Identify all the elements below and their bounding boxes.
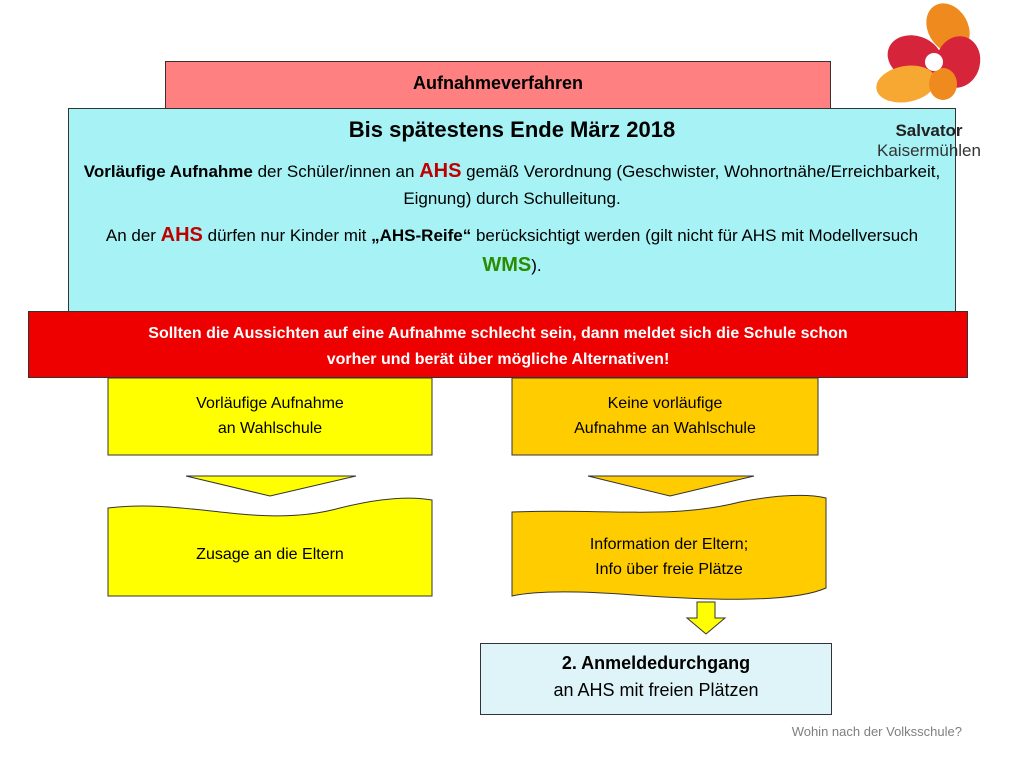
warning-line-1: Sollten die Aussichten auf eine Aufnahme schlecht sein, dann meldet sich die Schule schon [148, 325, 848, 342]
right-document-label: Information der Eltern; Info über freie Plätze [589, 536, 749, 578]
left-document-label: Zusage an die Eltern [196, 546, 344, 563]
info-paragraph-1: Vorläufige Aufnahme der Schüler/innen an AHS gemäß Verordnung (Geschwister, Wohnortnähe/Erreichbarkeit, Eignung) durch Schulleitung. [83, 160, 941, 208]
info-paragraph-2: An der AHS dürfen nur Kinder mit „AHS-Reife“ berücksichtigt werden (gilt nicht für AHS mit Modellversuch WMS). [105, 223, 919, 276]
right-arrow-shape [588, 476, 754, 496]
footer-text: Wohin nach der Volksschule? [791, 724, 962, 739]
left-arrow-shape [186, 476, 356, 496]
second-round-subtitle: an AHS mit freien Plätzen [553, 680, 759, 700]
salvator-logo-icon [873, 0, 986, 107]
ahs-highlight: AHS [419, 160, 462, 182]
warning-box [28, 311, 968, 378]
logo-name: Salvator [895, 121, 963, 140]
right-decision-label: Keine vorläufige Aufnahme an Wahlschule [574, 395, 756, 437]
logo-text [862, 121, 996, 161]
small-down-arrow-shape [687, 602, 725, 634]
wms-highlight: WMS [482, 253, 532, 276]
ahs-highlight: AHS [160, 223, 203, 246]
left-decision-label: Vorläufige Aufnahme an Wahlschule [196, 395, 344, 437]
header-box [165, 61, 831, 109]
warning-line-2: vorher und berät über mögliche Alternativen! [326, 350, 670, 368]
info-box [68, 108, 956, 312]
deadline-title: Bis spätestens Ende März 2018 [348, 117, 676, 142]
ahs-reife-text: „AHS-Reife“ [371, 225, 472, 245]
logo-place: Kaisermühlen [877, 141, 981, 160]
second-round-box [480, 643, 832, 715]
info-bold-text: Vorläufige Aufnahme [83, 162, 253, 181]
second-round-title: 2. Anmeldedurchgang [561, 653, 751, 673]
page-title: Aufnahmeverfahren [412, 73, 584, 93]
